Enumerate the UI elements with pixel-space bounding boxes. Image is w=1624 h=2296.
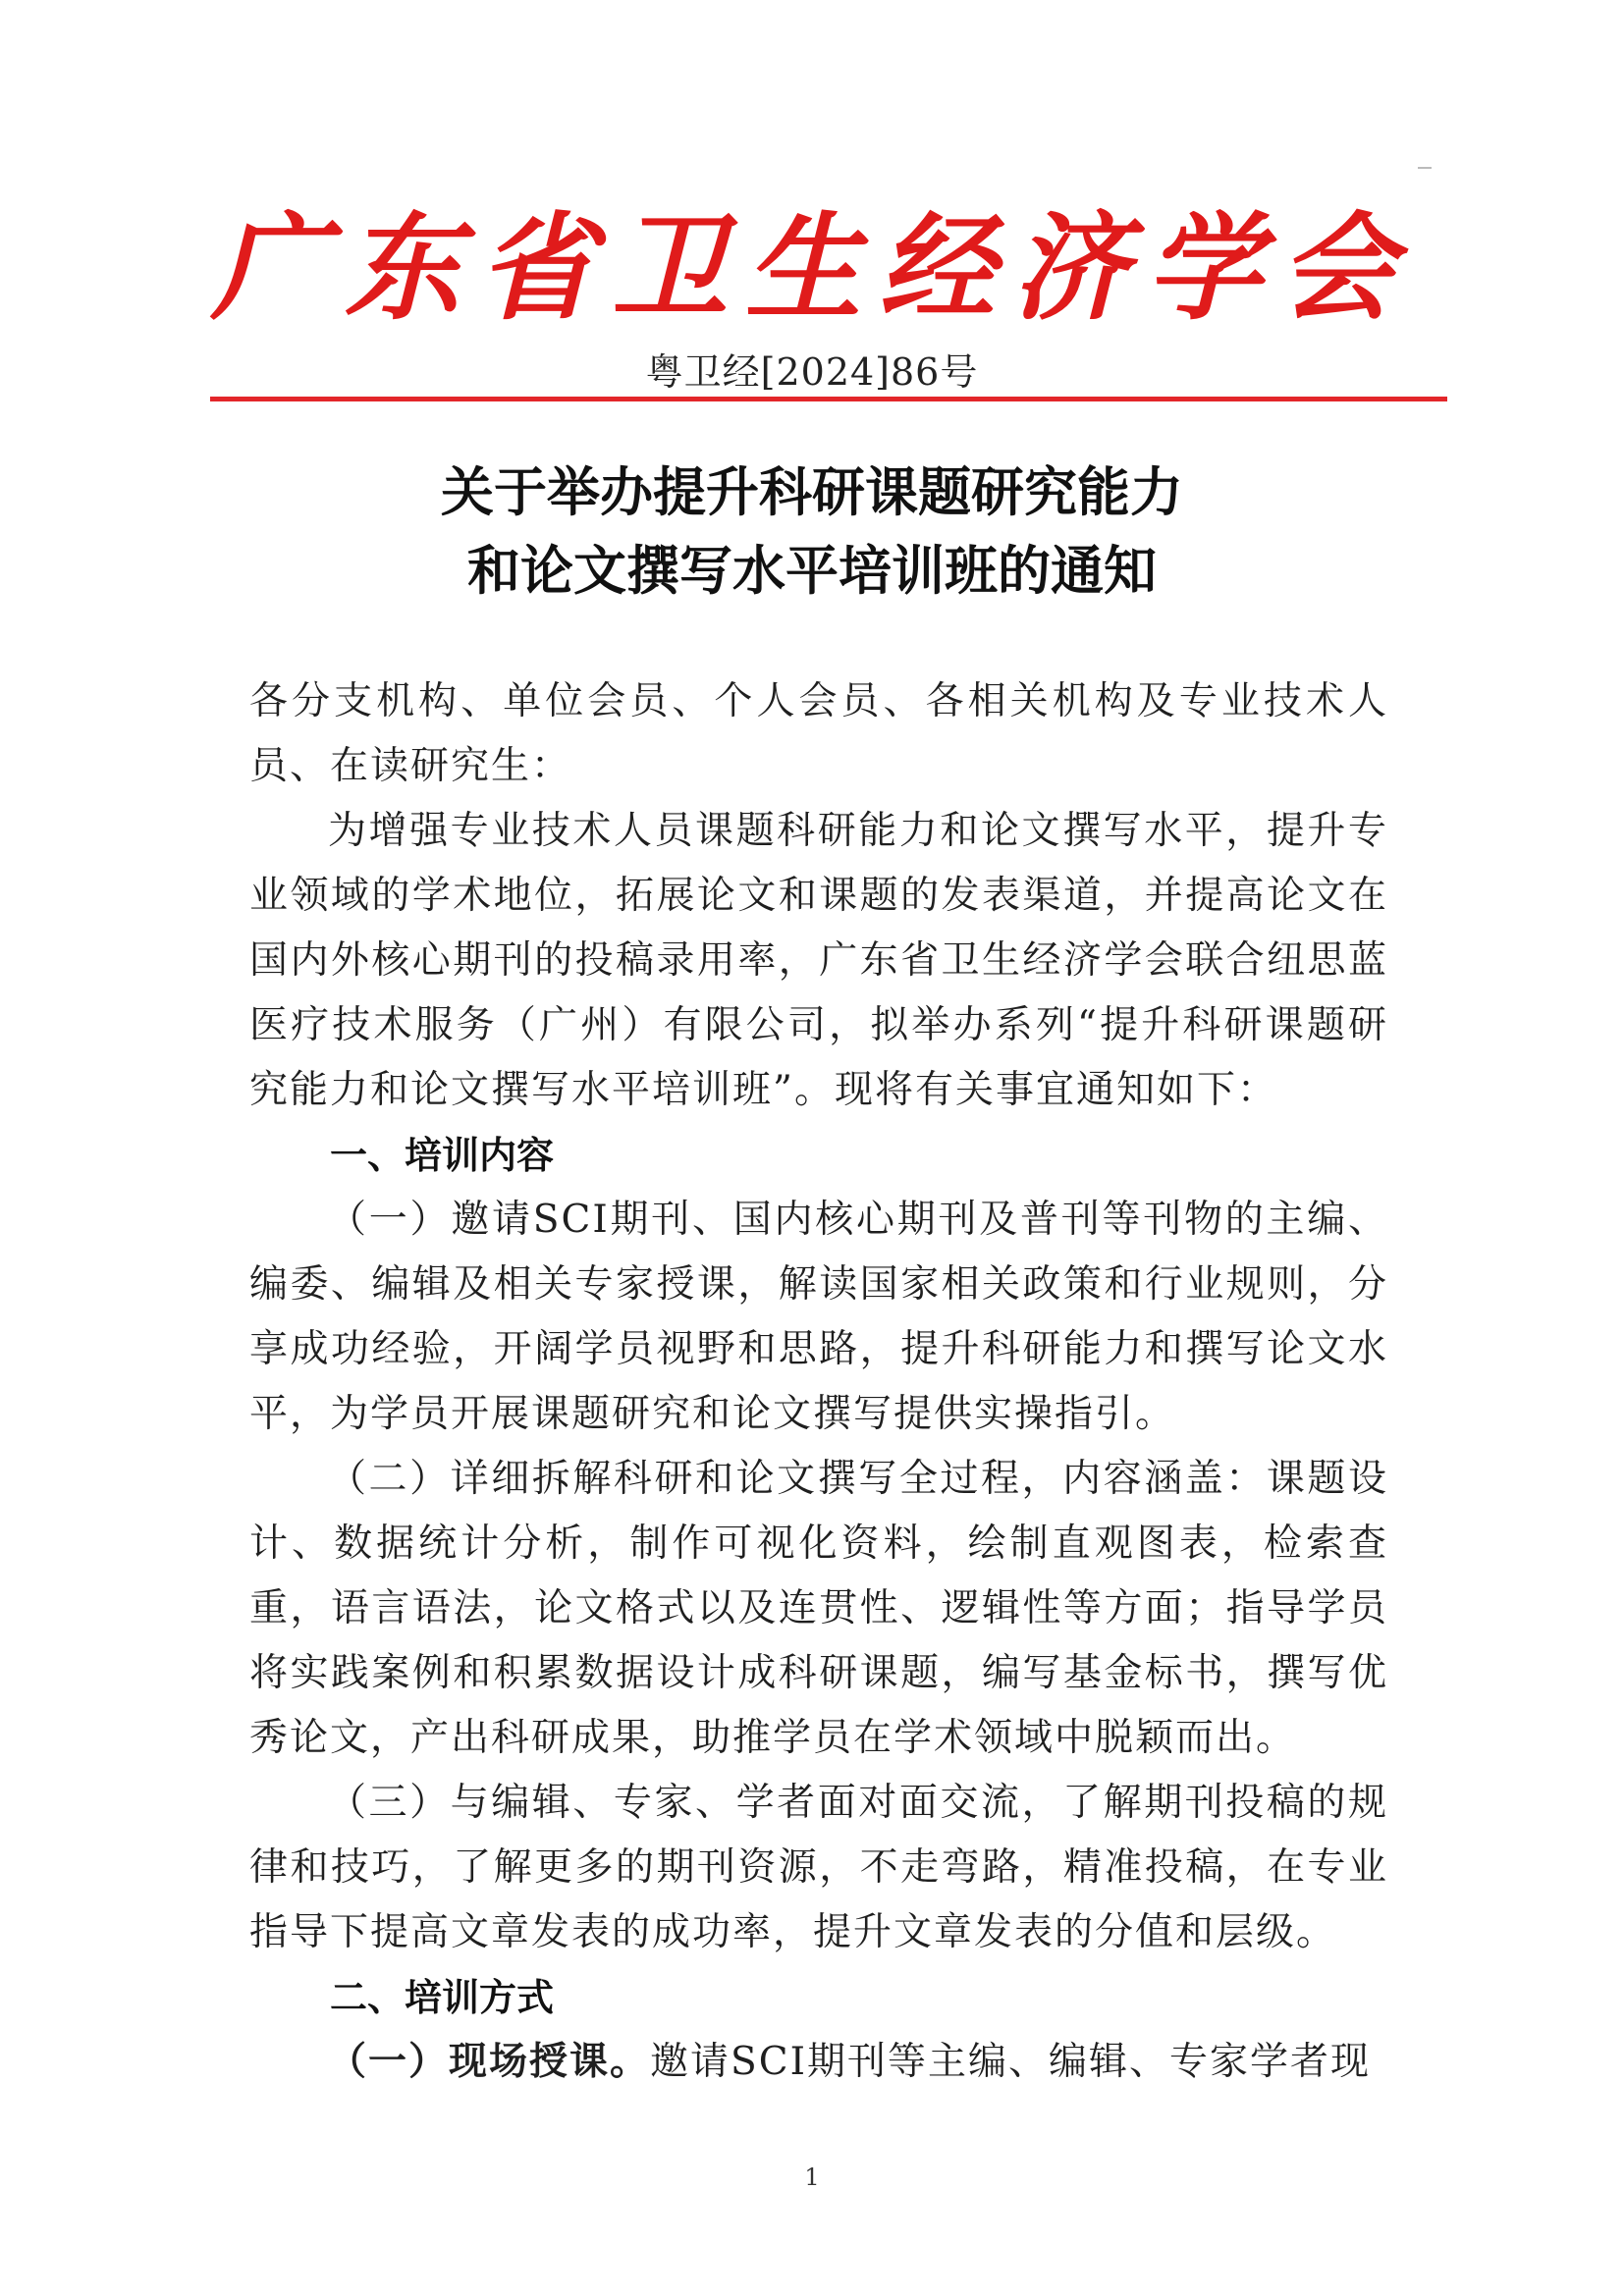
section2-item-1-label: （一）现场授课。 xyxy=(328,2040,651,2084)
section2-item-1-text: 邀请SCI期刊等主编、编辑、专家学者现 xyxy=(650,2040,1371,2084)
corner-mark xyxy=(1418,167,1432,169)
intro-paragraph: 为增强专业技术人员课题科研能力和论文撰写水平，提升专业领域的学术地位，拓展论文和课题的发表渠道，并提高论文在国内外核心期刊的投稿录用率，广东省卫生经济学会联合纽思蓝医疗技术服务（广州）有限公司，拟举办系列“提升科研课题研究能力和论文撰写水平培训班”。现将有关事宜通知如下： xyxy=(249,809,1388,1112)
page-number: 1 xyxy=(804,2163,820,2191)
section-heading-1: 一、培训内容 xyxy=(330,1134,555,1177)
section1-item-1: （一）邀请SCI期刊、国内核心期刊及普刊等刊物的主编、编委、编辑及相关专家授课，解读国家相关政策和行业规则，分享成功经验，开阔学员视野和思路，提升科研能力和撰写论文水平，为学员开展课题研究和论文撰写提供实操指引。 xyxy=(249,1198,1388,1436)
salutation: 各分支机构、单位会员、个人会员、各相关机构及专业技术人员、在读研究生： xyxy=(249,679,1388,788)
doc-number: 粤卫经[2024]86号 xyxy=(645,350,979,394)
section1-item-2: （二）详细拆解科研和论文撰写全过程，内容涵盖：课题设计、数据统计分析，制作可视化资料，绘制直观图表，检索查重，语言语法，论文格式以及连贯性、逻辑性等方面；指导学员将实践案例和积累数据设计成科研课题，编写基金标书，撰写优秀论文，产出科研成果，助推学员在学术领域中脱颖而出。 xyxy=(249,1457,1388,1760)
section2-item-1 xyxy=(249,2030,1388,2095)
title-line-2: 和论文撰写水平培训班的通知 xyxy=(467,540,1157,602)
document-title xyxy=(0,454,1624,611)
section-heading-2: 二、培训方式 xyxy=(330,1976,555,2019)
title-line-1: 关于举办提升科研课题研究能力 xyxy=(441,461,1183,523)
document-body xyxy=(249,669,1388,2095)
letterhead-org-name: 广东省卫生经济学会 xyxy=(210,199,1413,336)
red-divider xyxy=(210,397,1447,401)
section1-item-3: （三）与编辑、专家、学者面对面交流，了解期刊投稿的规律和技巧，了解更多的期刊资源，不走弯路，精准投稿，在专业指导下提高文章发表的成功率，提升文章发表的分值和层级。 xyxy=(249,1781,1388,1954)
